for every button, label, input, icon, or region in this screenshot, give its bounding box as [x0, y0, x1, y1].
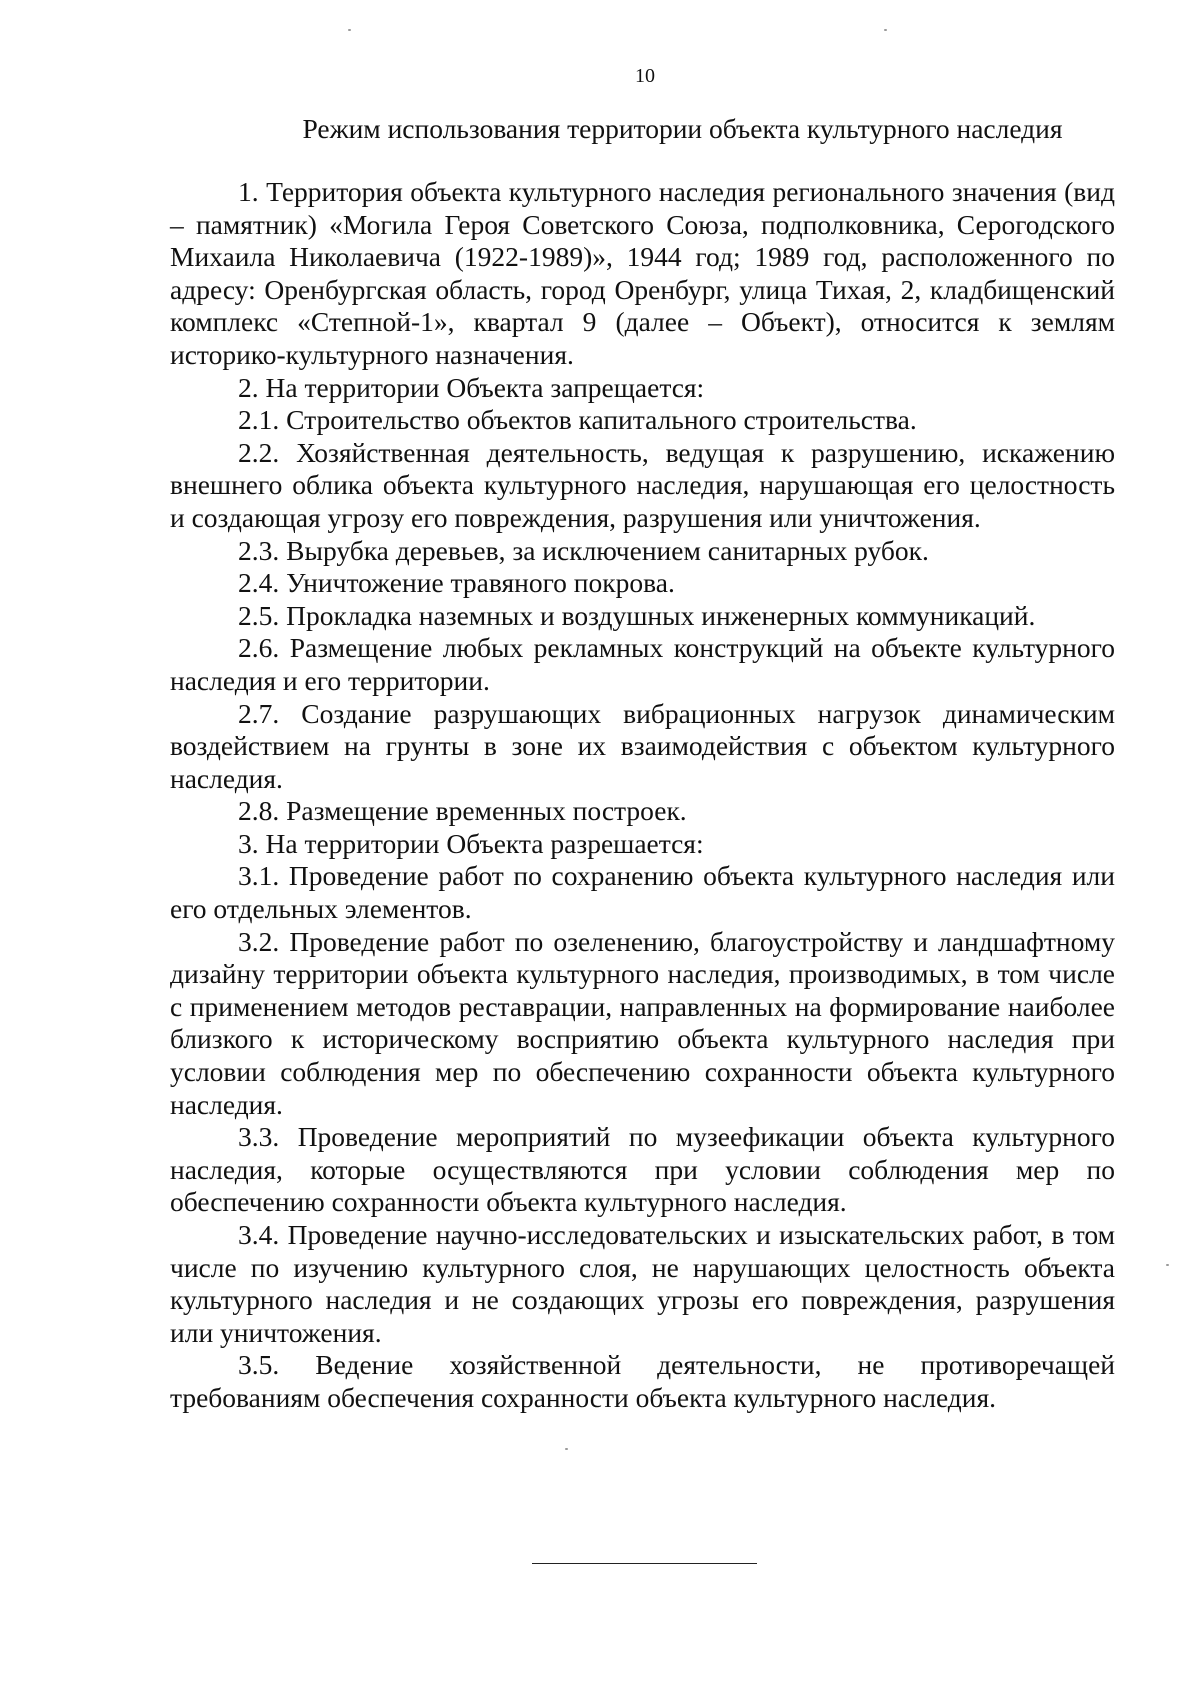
- paragraph-2-7: 2.7. Создание разрушающих вибрационных нагрузок динамическим воздействием на грунты в зоне их взаимодействия с объектом культурного наследия.: [170, 697, 1115, 794]
- scan-speck: [884, 29, 887, 31]
- scan-speck: [565, 1448, 568, 1450]
- document-title: Режим использования территории объекта культурного наследия: [302, 113, 1063, 144]
- paragraph-3-5: 3.5. Ведение хозяйственной деятельности, не противоречащей требованиям обеспечения сохранности объекта культурного наследия.: [170, 1349, 1115, 1413]
- scan-speck: [1166, 1264, 1169, 1266]
- paragraph-3: 3. На территории Объекта разрешается:: [238, 827, 704, 859]
- paragraph-3-4: 3.4. Проведение научно-исследовательских и изыскательских работ, в том числе по изучению культурного слоя, не нарушающих целостность объекта культурного наследия и не создающих угрозы его повреждения, разрушения или уничтожения.: [170, 1219, 1115, 1348]
- paragraph-3-1: 3.1. Проведение работ по сохранению объекта культурного наследия или его отдельных элементов.: [170, 860, 1115, 925]
- scan-speck: [348, 29, 351, 31]
- paragraph-2-8: 2.8. Размещение временных построек.: [238, 795, 687, 827]
- paragraph-2-3: 2.3. Вырубка деревьев, за исключением санитарных рубок.: [238, 534, 929, 566]
- paragraph-2-6: 2.6. Размещение любых рекламных конструкций на объекте культурного наследия и его территории.: [170, 632, 1115, 696]
- paragraph-2-2: 2.2. Хозяйственная деятельность, ведущая к разрушению, искажению внешнего облика объекта культурного наследия, нарушающая его целостность и создающая угрозу его повреждения, разрушения или уничтожения.: [170, 436, 1115, 533]
- paragraph-2-1: 2.1. Строительство объектов капитального строительства.: [238, 404, 917, 436]
- paragraph-1: 1. Территория объекта культурного наследия регионального значения (вид – памятник) «Могила Героя Советского Союза, подполковника, Серогодского Михаила Николаевича (1922-1989)», 1944 год; 1989 год, расположенного по адресу: Оренбургская область, город Оренбург, улица Тихая, 2, кладбищенский комплекс «Степной-1», квартал 9 (далее – Объект), относится к землям историко-культурного назначения.: [170, 176, 1115, 370]
- paragraph-2: 2. На территории Объекта запрещается:: [238, 371, 705, 403]
- paragraph-3-3: 3.3. Проведение мероприятий по музеефикации объекта культурного наследия, которые осуществляются при условии соблюдения мер по обеспечению сохранности объекта культурного наследия.: [170, 1121, 1115, 1218]
- paragraph-2-5: 2.5. Прокладка наземных и воздушных инженерных коммуникаций.: [238, 599, 1036, 631]
- paragraph-3-2: 3.2. Проведение работ по озеленению, благоустройству и ландшафтному дизайну территории объекта культурного наследия, производимых, в том числе с применением методов реставрации, направленных на формирование наиболее близкого к историческому восприятию объекта культурного наследия при условии соблюдения мер по обеспечению сохранности объекта культурного наследия.: [170, 925, 1115, 1120]
- paragraph-2-4: 2.4. Уничтожение травяного покрова.: [238, 567, 675, 599]
- page-number: 10: [635, 65, 655, 87]
- end-of-document-rule: [532, 1563, 757, 1564]
- document-body: [170, 176, 1115, 1415]
